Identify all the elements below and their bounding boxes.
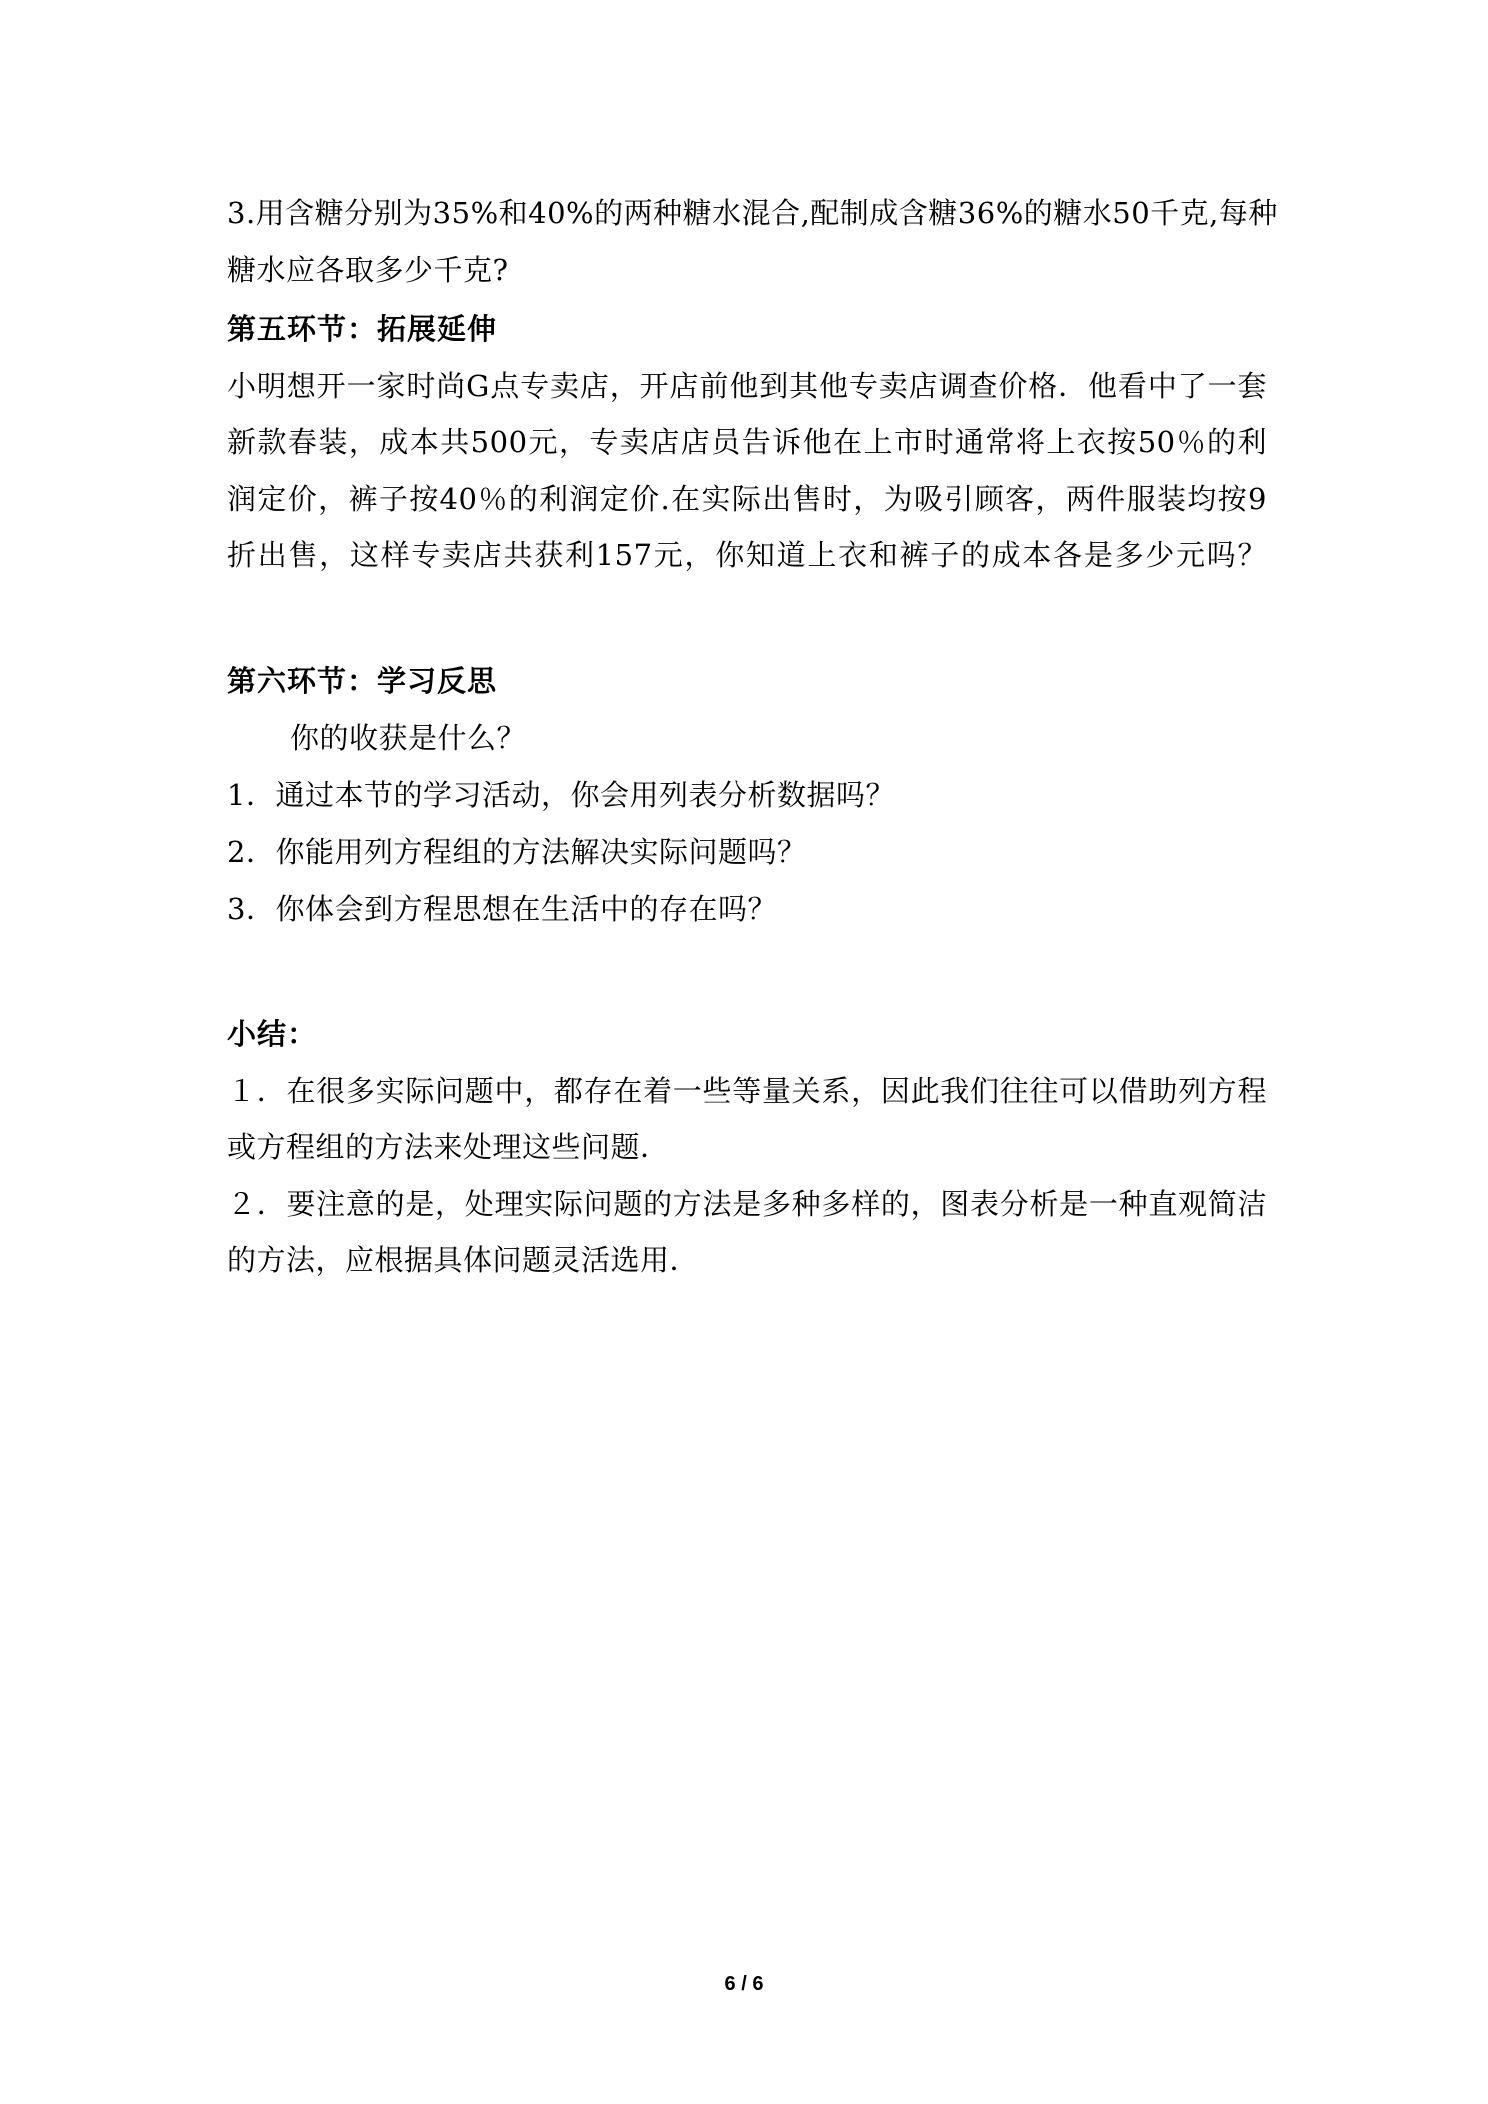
summary-point-2-line-1: ２．要注意的是，处理实际问题的方法是多种多样的，图表分析是一种直观简洁 (227, 1187, 1267, 1221)
section-5-paragraph-line-1: 小明想开一家时尚G点专卖店，开店前他到其他专卖店调查价格．他看中了一套 (227, 369, 1267, 403)
summary-heading: 小结： (227, 1017, 318, 1051)
summary-point-1-line-1: １．在很多实际问题中，都存在着一些等量关系，因此我们往往可以借助列方程 (227, 1074, 1267, 1108)
problem-3-line-2: 糖水应各取多少千克? (227, 253, 509, 287)
section-6-prompt: 你的收获是什么？ (290, 721, 527, 755)
section-5-paragraph-line-2: 新款春装，成本共500元，专卖店店员告诉他在上市时通常将上衣按50％的利 (227, 425, 1267, 459)
section-5-heading: 第五环节：拓展延伸 (227, 312, 498, 346)
section-6-item-1: 1．通过本节的学习活动，你会用列表分析数据吗？ (227, 778, 895, 812)
page-number: 6 / 6 (724, 1973, 764, 1995)
summary-point-2-line-2: 的方法，应根据具体问题灵活选用． (227, 1243, 700, 1277)
section-6-item-3: 3．你体会到方程思想在生活中的存在吗？ (227, 892, 777, 926)
summary-point-1-line-2: 或方程组的方法来处理这些问题． (227, 1130, 670, 1164)
problem-3-line-1: 3.用含糖分别为35%和40%的两种糖水混合,配制成含糖36%的糖水50千克,每种 (227, 196, 1278, 230)
section-6-item-2: 2．你能用列方程组的方法解决实际问题吗？ (227, 835, 807, 869)
section-5-paragraph-line-3: 润定价，裤子按40％的利润定价.在实际出售时，为吸引顾客，两件服装均按9 (227, 482, 1267, 516)
section-5-paragraph-line-4: 折出售，这样专卖店共获利157元，你知道上衣和裤子的成本各是多少元吗？ (227, 538, 1267, 572)
section-6-heading: 第六环节：学习反思 (227, 664, 498, 698)
